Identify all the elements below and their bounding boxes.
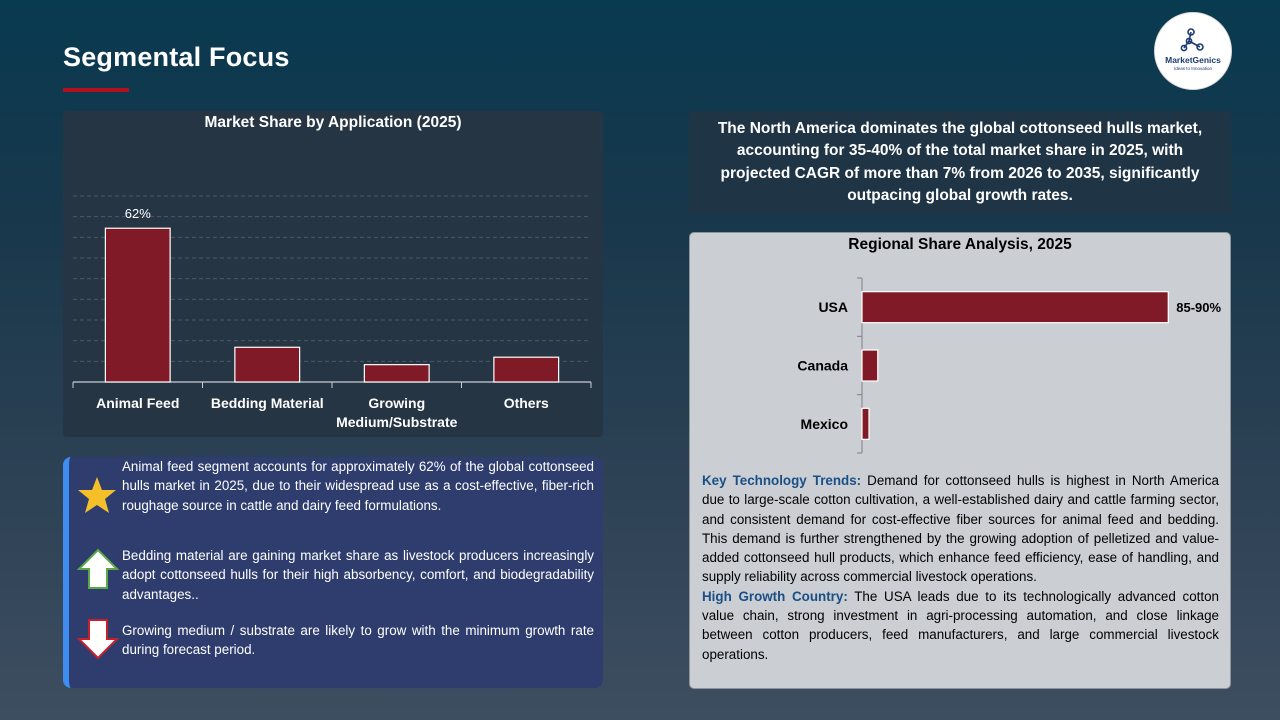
bullet-text-growing-medium: Growing medium / substrate are likely to grow with the minimum growth rate during forecast period. — [122, 623, 594, 658]
category-label: Growing — [368, 395, 426, 411]
logo-name: MarketGenics — [1165, 55, 1221, 65]
category-label: Medium/Substrate — [336, 414, 458, 430]
trends-text: Demand for cottonseed hulls is highest in North America due to large-scale cotton cultivation, a well-established dairy and cattle farming sector, and consistent demand for cost-effective fiber sources for animal feed and bedding. This demand is further strengthened by the growing adoption of pelletized and value-added cottonseed hull products, which enhance feed efficiency, ease of handling, and supply reliability across commercial livestock operations. — [702, 473, 1220, 585]
growth-label: High Growth Country: — [702, 588, 848, 604]
data-label: 62% — [124, 206, 151, 222]
growth-text: The USA leads due to its technologically advanced cotton value chain, strong investment in agri-processing automation, and close linkage between cotton producers, feed manufacturers, and large commercial livestock operations. — [702, 588, 1219, 662]
callout-text: The North America dominates the global cottonseed hulls market, accounting for 35-40% of the total market share in 2025, with projected CAGR of more than 7% from 2026 to 2035, significantly outpacing global growth rates. — [717, 119, 1203, 204]
bar-usa — [862, 292, 1168, 323]
bar-mexico — [862, 408, 869, 439]
application-chart-title: Market Share by Application (2025) — [204, 114, 462, 131]
bar-canada — [862, 350, 878, 381]
bar-growing-medium-substrate — [364, 365, 429, 382]
insights-panel — [63, 457, 603, 688]
bar-bedding-material — [235, 347, 300, 382]
title-underline — [63, 88, 129, 92]
category-label: Animal Feed — [96, 395, 180, 411]
regional-panel — [689, 232, 1231, 689]
category-label: Mexico — [800, 415, 848, 432]
regional-description — [702, 471, 1219, 664]
trends-label: Key Technology Trends: — [702, 473, 862, 488]
arrow-up-icon — [77, 548, 119, 590]
application-chart-panel — [63, 111, 603, 437]
category-label: Bedding Material — [210, 395, 324, 411]
logo-tagline: Ideas to Innovation — [1173, 66, 1213, 71]
bar-animal-feed — [105, 228, 170, 382]
market-callout — [689, 111, 1231, 214]
category-label: USA — [818, 299, 848, 316]
regional-bar-chart — [690, 233, 1230, 468]
network-icon — [1180, 27, 1206, 53]
star-icon — [77, 475, 117, 515]
category-label: Others — [503, 395, 549, 411]
bar-others — [494, 357, 559, 382]
bullet-text-animal-feed: Animal feed segment accounts for approximately 62% of the global cottonseed hulls market in 2025, due to their widespread use as a cost-effective, fiber-rich roughage source in cattle and dairy feed formulations. — [122, 459, 594, 513]
page-title: Segmental Focus — [63, 42, 290, 72]
company-logo — [1154, 12, 1232, 90]
regional-chart-title: Regional Share Analysis, 2025 — [848, 236, 1072, 253]
bullet-text-bedding: Bedding material are gaining market share as livestock producers increasingly adopt cottonseed hulls for their high absorbency, comfort, and biodegradability advantages.. — [122, 548, 594, 602]
application-bar-chart — [63, 111, 603, 437]
data-label: 85-90% — [1176, 300, 1222, 316]
category-label: Canada — [797, 357, 848, 374]
arrow-down-icon — [77, 618, 119, 660]
